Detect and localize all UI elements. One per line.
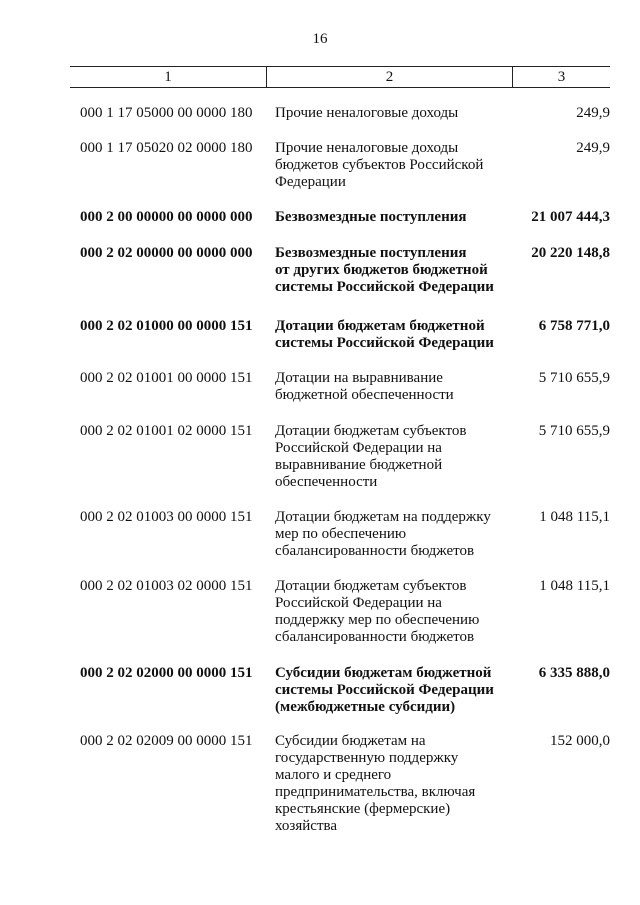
row-name <box>275 318 505 352</box>
table-header <box>70 66 610 88</box>
row-name-line: бюджетов субъектов Российской <box>275 157 484 173</box>
row-name <box>275 245 505 296</box>
row-name-line: Субсидии бюджетам на <box>275 733 426 749</box>
row-name-line: Дотации бюджетам на поддержку <box>275 509 491 525</box>
row-name <box>275 209 505 226</box>
row-name <box>275 140 505 191</box>
row-amount: 6 758 771,0 <box>538 318 610 334</box>
row-name-line: Федерации <box>275 174 346 190</box>
row-name-line: сбалансированности бюджетов <box>275 543 475 559</box>
row-name-line: Безвозмездные поступления <box>275 245 467 261</box>
row-name-line: системы Российской Федерации <box>275 279 494 295</box>
row-name-line: Прочие неналоговые доходы <box>275 140 459 156</box>
row-amount: 5 710 655,9 <box>538 370 610 386</box>
row-name <box>275 105 505 122</box>
row-code: 000 2 02 02009 00 0000 151 <box>80 733 253 749</box>
row-name-line: Российской Федерации на <box>275 440 442 456</box>
row-name-line: Дотации бюджетам субъектов <box>275 578 467 594</box>
row-name <box>275 733 505 835</box>
row-code: 000 2 02 01001 00 0000 151 <box>80 370 253 386</box>
row-amount: 20 220 148,8 <box>531 245 610 261</box>
row-code: 000 1 17 05000 00 0000 180 <box>80 105 253 121</box>
header-col-1: 1 <box>70 67 267 87</box>
row-amount: 5 710 655,9 <box>538 423 610 439</box>
row-name-line: мер по обеспечению <box>275 526 407 542</box>
row-name-line: обеспеченности <box>275 474 378 490</box>
row-name-line: системы Российской Федерации <box>275 682 494 698</box>
row-code: 000 2 00 00000 00 0000 000 <box>80 209 253 225</box>
row-name-line: Дотации бюджетам субъектов <box>275 423 467 439</box>
row-name-line: бюджетной обеспеченности <box>275 387 454 403</box>
row-name-line: Субсидии бюджетам бюджетной <box>275 665 492 681</box>
row-name-line: системы Российской Федерации <box>275 335 494 351</box>
row-name-line: выравнивание бюджетной <box>275 457 443 473</box>
row-name <box>275 578 505 646</box>
row-code: 000 2 02 01000 00 0000 151 <box>80 318 253 334</box>
row-amount: 249,9 <box>576 140 610 156</box>
row-name-line: Дотации на выравнивание <box>275 370 443 386</box>
row-name-line: крестьянские (фермерские) <box>275 801 451 817</box>
row-amount: 21 007 444,3 <box>531 209 610 225</box>
row-name-line: предпринимательства, включая <box>275 784 476 800</box>
row-code: 000 2 02 02000 00 0000 151 <box>80 665 253 681</box>
row-code: 000 2 02 01003 00 0000 151 <box>80 509 253 525</box>
row-name-line: от других бюджетов бюджетной <box>275 262 488 278</box>
row-name-line: хозяйства <box>275 818 338 834</box>
row-name-line: Безвозмездные поступления <box>275 209 467 225</box>
row-name-line: (межбюджетные субсидии) <box>275 699 456 715</box>
row-name-line: Российской Федерации на <box>275 595 442 611</box>
row-name <box>275 665 505 716</box>
row-code: 000 1 17 05020 02 0000 180 <box>80 140 253 156</box>
row-amount: 1 048 115,1 <box>539 509 610 525</box>
row-name-line: государственную поддержку <box>275 750 459 766</box>
row-amount: 6 335 888,0 <box>538 665 610 681</box>
row-amount: 152 000,0 <box>550 733 610 749</box>
row-code: 000 2 02 00000 00 0000 000 <box>80 245 253 261</box>
page-number: 16 <box>312 31 328 47</box>
row-amount: 249,9 <box>576 105 610 121</box>
row-name <box>275 509 505 560</box>
header-col-2: 2 <box>267 67 513 87</box>
row-name-line: сбалансированности бюджетов <box>275 629 475 645</box>
row-name <box>275 423 505 491</box>
row-name-line: поддержку мер по обеспечению <box>275 612 480 628</box>
row-amount: 1 048 115,1 <box>539 578 610 594</box>
header-col-3: 3 <box>557 68 566 85</box>
row-code: 000 2 02 01001 02 0000 151 <box>80 423 253 439</box>
row-name <box>275 370 505 404</box>
row-code: 000 2 02 01003 02 0000 151 <box>80 578 253 594</box>
row-name-line: Прочие неналоговые доходы <box>275 105 459 121</box>
row-name-line: Дотации бюджетам бюджетной <box>275 318 485 334</box>
row-name-line: малого и среднего <box>275 767 392 783</box>
